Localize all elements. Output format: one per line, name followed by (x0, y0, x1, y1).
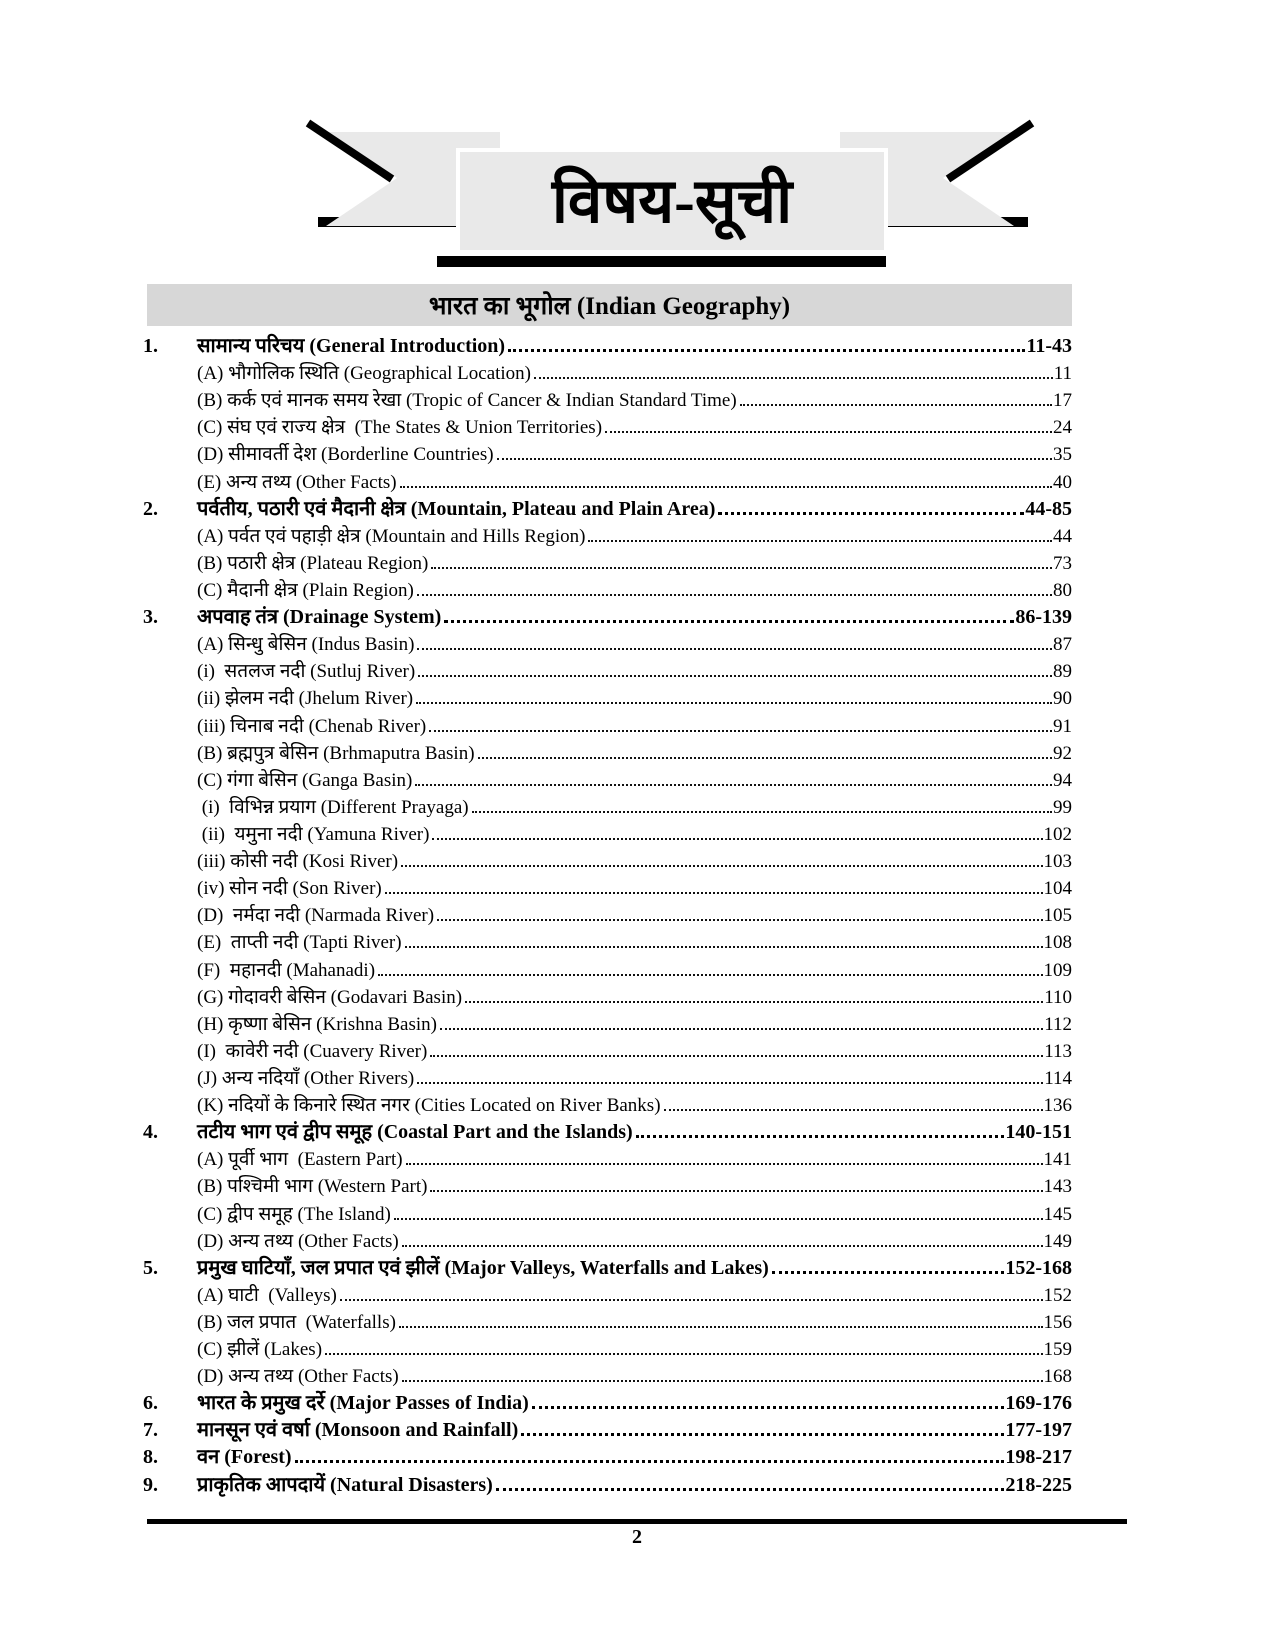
toc-entry-label: (C) झीलें (Lakes) (197, 1339, 323, 1361)
section-header-title: भारत का भूगोल (Indian Geography) (428, 293, 791, 320)
toc-entry (143, 1472, 1072, 1499)
toc-entry-label: (iii) चिनाब नदी (Chenab River) (197, 715, 427, 737)
dot-leader (430, 1055, 1043, 1057)
toc-entry-pages: 40 (1053, 471, 1072, 493)
dot-leader (401, 865, 1042, 867)
toc-list (143, 333, 1072, 1499)
toc-entry-pages: 152 (1043, 1284, 1072, 1306)
toc-entry (143, 1011, 1072, 1038)
dot-leader (497, 458, 1052, 460)
toc-entry-number: 8. (143, 1446, 158, 1469)
toc-entry-pages: 145 (1043, 1203, 1072, 1225)
toc-entry-number: 7. (143, 1419, 158, 1442)
toc-entry-pages: 159 (1043, 1339, 1072, 1361)
dot-leader (532, 1406, 1005, 1409)
dot-leader (295, 1460, 1005, 1463)
toc-entry-pages: 80 (1053, 579, 1072, 601)
toc-entry-pages: 103 (1043, 851, 1072, 873)
toc-entry-number: 1. (143, 335, 158, 357)
toc-entry (143, 1173, 1072, 1200)
toc-entry-label: (C) संघ एवं राज्य क्षेत्र (The States & Union Territories) (197, 417, 603, 439)
dot-leader (431, 567, 1052, 569)
toc-entry-number: 3. (143, 606, 158, 629)
toc-entry-label: तटीय भाग एवं द्वीप समूह (Coastal Part and the Islands) (197, 1121, 633, 1144)
dot-leader (418, 675, 1052, 677)
toc-entry-pages: 109 (1043, 959, 1072, 981)
toc-entry-label: (C) मैदानी क्षेत्र (Plain Region) (197, 579, 414, 601)
toc-entry (143, 1065, 1072, 1092)
dot-leader (718, 512, 1024, 515)
toc-entry-label: (B) कर्क एवं मानक समय रेखा (Tropic of Cancer & Indian Standard Time) (197, 390, 737, 412)
toc-entry-pages: 24 (1053, 417, 1072, 439)
toc-entry (143, 604, 1072, 631)
dot-leader (402, 1245, 1043, 1247)
toc-entry-number: 4. (143, 1121, 158, 1144)
toc-entry-label: प्राकृतिक आपदायें (Natural Disasters) (197, 1473, 493, 1496)
toc-entry (143, 1255, 1072, 1282)
toc-entry (143, 1390, 1072, 1417)
toc-entry-label: (F) महानदी (Mahanadi) (197, 959, 376, 981)
toc-entry-number: 5. (143, 1256, 158, 1279)
toc-entry-label: (i) विभिन्न प्रयाग (Different Prayaga) (197, 796, 469, 818)
content-banner (300, 118, 1040, 278)
toc-entry-pages: 114 (1044, 1067, 1072, 1089)
toc-entry-label: (iii) कोसी नदी (Kosi River) (197, 851, 399, 873)
toc-entry (143, 875, 1072, 902)
ribbon-underline (437, 256, 886, 267)
toc-entry (143, 957, 1072, 984)
toc-entry-pages: 169-176 (1005, 1392, 1072, 1415)
toc-entry (143, 1282, 1072, 1309)
toc-entry (143, 929, 1072, 956)
dot-leader (402, 1380, 1043, 1382)
toc-entry-label: सामान्य परिचय (General Introduction) (197, 335, 506, 357)
toc-entry-label: (B) पठारी क्षेत्र (Plateau Region) (197, 552, 429, 574)
toc-entry-pages: 113 (1044, 1040, 1072, 1062)
toc-entry-label: (C) द्वीप समूह (The Island) (197, 1203, 391, 1225)
dot-leader (416, 702, 1052, 704)
toc-entry (143, 984, 1072, 1011)
toc-entry-pages: 102 (1043, 823, 1072, 845)
ribbon-graphic (300, 118, 1040, 278)
toc-entry-pages: 11-43 (1026, 335, 1072, 357)
toc-entry-pages: 89 (1053, 661, 1072, 683)
toc-entry-label: (H) कृष्णा बेसिन (Krishna Basin) (197, 1013, 437, 1035)
toc-entry (143, 1038, 1072, 1065)
toc-entry-pages: 149 (1043, 1230, 1072, 1252)
toc-entry-pages: 140-151 (1005, 1121, 1072, 1144)
toc-entry-label: (G) गोदावरी बेसिन (Godavari Basin) (197, 986, 463, 1008)
toc-entry-pages: 44 (1053, 525, 1072, 547)
toc-entry (143, 360, 1072, 387)
dot-leader (772, 1271, 1005, 1274)
dot-leader (378, 974, 1042, 976)
toc-entry (143, 1146, 1072, 1173)
toc-entry (143, 1119, 1072, 1146)
toc-entry-label: (B) जल प्रपात (Waterfalls) (197, 1311, 396, 1333)
toc-entry-label: भारत के प्रमुख दर्रे (Major Passes of India) (197, 1392, 529, 1415)
dot-leader (605, 431, 1052, 433)
toc-entry (143, 496, 1072, 523)
dot-leader (664, 1109, 1043, 1111)
toc-entry-label: पर्वतीय, पठारी एवं मैदानी क्षेत्र (Mountain, Plateau and Plain Area) (197, 497, 716, 520)
toc-entry (143, 441, 1072, 468)
toc-entry (143, 1417, 1072, 1444)
toc-entry (143, 1309, 1072, 1336)
toc-entry-number: 2. (143, 497, 158, 520)
toc-entry (143, 631, 1072, 658)
toc-entry-label: (A) भौगोलिक स्थिति (Geographical Location) (197, 363, 532, 385)
dot-leader (432, 838, 1042, 840)
toc-entry (143, 333, 1072, 360)
dot-leader (385, 892, 1043, 894)
toc-entry (143, 902, 1072, 929)
toc-entry-label: (ii) यमुना नदी (Yamuna River) (197, 823, 430, 845)
toc-entry-pages: 17 (1053, 390, 1072, 412)
toc-entry (143, 848, 1072, 875)
toc-entry-label: (D) अन्य तथ्य (Other Facts) (197, 1366, 399, 1388)
toc-entry-pages: 218-225 (1005, 1473, 1072, 1496)
toc-entry (143, 767, 1072, 794)
toc-entry-label: (D) अन्य तथ्य (Other Facts) (197, 1230, 399, 1252)
toc-entry-pages: 143 (1043, 1176, 1072, 1198)
toc-entry-label: (I) कावेरी नदी (Cuavery River) (197, 1040, 428, 1062)
page-number: 2 (632, 1526, 642, 1548)
dot-leader (478, 757, 1052, 759)
dot-leader (444, 620, 1014, 623)
toc-entry-pages: 177-197 (1005, 1419, 1072, 1442)
toc-entry-label: (J) अन्य नदियाँ (Other Rivers) (197, 1067, 415, 1089)
toc-entry-label: (A) पूर्वी भाग (Eastern Part) (197, 1149, 403, 1171)
dot-leader (417, 648, 1052, 650)
dot-leader (636, 1135, 1005, 1138)
toc-entry-label: (A) पर्वत एवं पहाड़ी क्षेत्र (Mountain and Hills Region) (197, 525, 586, 547)
dot-leader (496, 1488, 1005, 1491)
toc-entry (143, 713, 1072, 740)
toc-entry (143, 1363, 1072, 1390)
toc-entry-pages: 90 (1053, 688, 1072, 710)
toc-entry-pages: 11 (1053, 363, 1072, 385)
toc-entry-pages: 87 (1053, 634, 1072, 656)
toc-entry-label: (i) सतलज नदी (Sutluj River) (197, 661, 416, 683)
toc-entry-pages: 156 (1043, 1311, 1072, 1333)
dot-leader (437, 919, 1042, 921)
toc-entry-pages: 104 (1043, 878, 1072, 900)
toc-entry-pages: 112 (1044, 1013, 1072, 1035)
toc-entry-label: (C) गंगा बेसिन (Ganga Basin) (197, 769, 413, 791)
toc-entry-label: वन (Forest) (197, 1446, 292, 1469)
toc-entry-pages: 168 (1043, 1366, 1072, 1388)
toc-entry (143, 685, 1072, 712)
toc-entry-pages: 35 (1053, 444, 1072, 466)
dot-leader (430, 1190, 1042, 1192)
dot-leader (508, 349, 1025, 352)
toc-entry-label: (E) ताप्ती नदी (Tapti River) (197, 932, 402, 954)
dot-leader (588, 540, 1052, 542)
toc-entry-pages: 73 (1053, 552, 1072, 574)
toc-entry-label: प्रमुख घाटियाँ, जल प्रपात एवं झीलें (Major Valleys, Waterfalls and Lakes) (197, 1256, 769, 1279)
toc-entry-label: (D) नर्मदा नदी (Narmada River) (197, 905, 435, 927)
toc-entry (143, 550, 1072, 577)
toc-entry (143, 469, 1072, 496)
dot-leader (417, 594, 1052, 596)
dot-leader (417, 1082, 1043, 1084)
toc-entry-label: (ii) झेलम नदी (Jhelum River) (197, 688, 414, 710)
toc-entry (143, 414, 1072, 441)
dot-leader (406, 1163, 1043, 1165)
page-title: विषय-सूची (551, 168, 793, 236)
toc-entry (143, 577, 1072, 604)
toc-entry-pages: 108 (1043, 932, 1072, 954)
toc-entry-pages: 141 (1043, 1149, 1072, 1171)
toc-entry-label: (E) अन्य तथ्य (Other Facts) (197, 471, 397, 493)
toc-entry-label: (D) सीमावर्ती देश (Borderline Countries) (197, 444, 494, 466)
dot-leader (429, 730, 1052, 732)
toc-entry (143, 387, 1072, 414)
toc-entry-pages: 152-168 (1005, 1256, 1072, 1279)
footer-rule (147, 1519, 1127, 1524)
toc-entry-label: (K) नदियों के किनारे स्थित नगर (Cities Located on River Banks) (197, 1095, 661, 1117)
dot-leader (534, 377, 1053, 379)
toc-entry-label: (A) सिन्धु बेसिन (Indus Basin) (197, 634, 415, 656)
toc-entry-pages: 105 (1043, 905, 1072, 927)
toc-entry (143, 740, 1072, 767)
toc-entry (143, 1201, 1072, 1228)
toc-entry-label: (A) घाटी (Valleys) (197, 1284, 337, 1306)
dot-leader (415, 784, 1052, 786)
toc-entry-pages: 136 (1043, 1095, 1072, 1117)
dot-leader (325, 1353, 1042, 1355)
toc-entry-label: (iv) सोन नदी (Son River) (197, 878, 382, 900)
toc-entry-pages: 44-85 (1025, 497, 1072, 520)
toc-entry-label: (B) पश्चिमी भाग (Western Part) (197, 1176, 428, 1198)
toc-entry-pages: 91 (1053, 715, 1072, 737)
toc-entry-number: 9. (143, 1473, 158, 1496)
toc-entry-pages: 94 (1053, 769, 1072, 791)
dot-leader (394, 1218, 1043, 1220)
toc-entry-pages: 86-139 (1015, 606, 1072, 629)
toc-entry (143, 1092, 1072, 1119)
dot-leader (399, 1326, 1043, 1328)
toc-entry-label: (B) ब्रह्मपुत्र बेसिन (Brhmaputra Basin) (197, 742, 475, 764)
dot-leader (400, 486, 1052, 488)
dot-leader (740, 404, 1052, 406)
toc-entry (143, 1444, 1072, 1471)
dot-leader (405, 946, 1043, 948)
toc-entry (143, 523, 1072, 550)
toc-entry-label: मानसून एवं वर्षा (Monsoon and Rainfall) (197, 1419, 519, 1442)
toc-entry-pages: 92 (1053, 742, 1072, 764)
dot-leader (465, 1001, 1043, 1003)
section-header-bar (147, 284, 1072, 326)
toc-entry (143, 794, 1072, 821)
toc-entry-number: 6. (143, 1392, 158, 1415)
toc-entry (143, 1228, 1072, 1255)
toc-entry-pages: 99 (1053, 796, 1072, 818)
toc-entry-pages: 110 (1044, 986, 1072, 1008)
dot-leader (340, 1299, 1043, 1301)
toc-entry (143, 821, 1072, 848)
dot-leader (440, 1028, 1043, 1030)
toc-entry (143, 658, 1072, 685)
toc-entry-pages: 198-217 (1005, 1446, 1072, 1469)
dot-leader (472, 811, 1052, 813)
toc-entry (143, 1336, 1072, 1363)
dot-leader (521, 1433, 1004, 1436)
toc-entry-label: अपवाह तंत्र (Drainage System) (197, 606, 442, 629)
